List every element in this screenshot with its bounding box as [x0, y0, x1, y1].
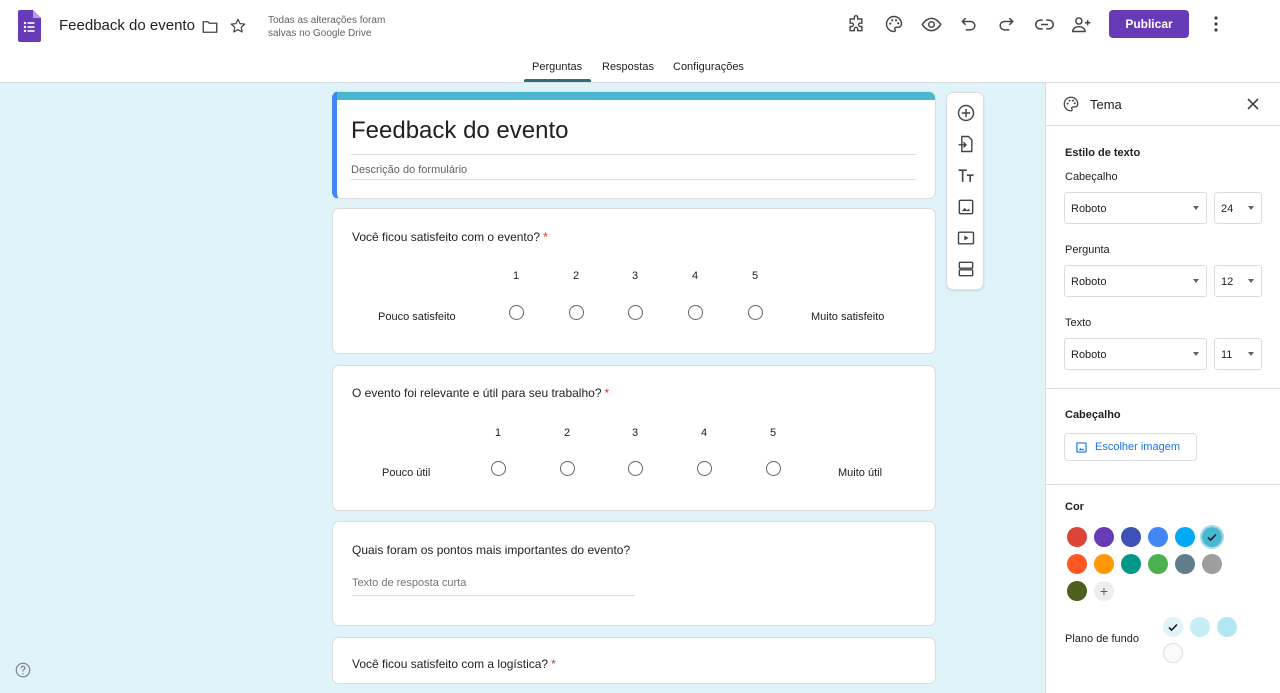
question-title: Você ficou satisfeito com o evento? * [352, 230, 548, 244]
theme-color-band [332, 92, 936, 100]
scale-max-label: Muito útil [838, 467, 883, 479]
select-value: Roboto [1071, 203, 1107, 215]
scale-radio-2[interactable] [560, 461, 575, 476]
question-title: Você ficou satisfeito com a logística? * [352, 657, 556, 671]
star-icon[interactable] [229, 17, 247, 35]
theme-panel [1045, 83, 1280, 693]
color-swatch[interactable] [1121, 554, 1141, 574]
scale-min-label: Pouco satisfeito [378, 311, 456, 323]
scale-number: 2 [563, 427, 571, 439]
background-swatch[interactable] [1163, 617, 1183, 637]
background-swatch[interactable] [1163, 643, 1183, 663]
save-status: Todas as alterações foram salvas no Google Drive [268, 15, 386, 39]
scale-radio-4[interactable] [697, 461, 712, 476]
header-font-select[interactable] [1064, 192, 1207, 224]
tab-perguntas[interactable]: Perguntas [532, 61, 583, 73]
header-font-label: Cabeçalho [1065, 171, 1118, 183]
color-swatch[interactable] [1202, 527, 1222, 547]
color-swatch[interactable] [1121, 527, 1141, 547]
add-collaborator-icon[interactable] [1070, 13, 1092, 35]
scale-number: 2 [572, 270, 580, 282]
color-swatch[interactable] [1094, 527, 1114, 547]
question-title: O evento foi relevante e útil para seu trabalho? * [352, 386, 610, 400]
question-font-select[interactable] [1064, 265, 1207, 297]
add-image-icon[interactable] [956, 197, 976, 217]
question-card-3[interactable] [332, 521, 936, 626]
question-toolbar [946, 92, 984, 290]
text-size-select[interactable] [1214, 338, 1262, 370]
scale-number: 3 [631, 270, 639, 282]
addons-icon[interactable] [845, 13, 867, 35]
scale-number: 4 [691, 270, 699, 282]
image-icon [1076, 442, 1087, 453]
select-value: 12 [1221, 276, 1234, 288]
add-question-icon[interactable] [956, 103, 976, 123]
scale-radio-5[interactable] [748, 305, 763, 320]
import-questions-icon[interactable] [956, 134, 976, 154]
color-swatch[interactable] [1067, 554, 1087, 574]
color-swatch[interactable] [1148, 527, 1168, 547]
color-heading: Cor [1065, 501, 1084, 513]
choose-image-button[interactable] [1064, 433, 1197, 461]
dropdown-arrow-icon [1248, 206, 1254, 210]
color-swatch[interactable] [1067, 581, 1087, 601]
document-title[interactable]: Feedback do evento [59, 17, 195, 34]
question-card-2[interactable] [332, 365, 936, 511]
more-vert-icon[interactable] [1207, 14, 1225, 34]
color-swatch[interactable] [1175, 527, 1195, 547]
active-tab-indicator [524, 79, 591, 82]
add-title-icon[interactable] [956, 166, 976, 186]
scale-radio-1[interactable] [491, 461, 506, 476]
background-swatch[interactable] [1217, 617, 1237, 637]
palette-icon [1062, 95, 1080, 113]
scale-number: 1 [494, 427, 502, 439]
color-swatch[interactable] [1148, 554, 1168, 574]
question-card-1[interactable] [332, 208, 936, 354]
text-font-select[interactable] [1064, 338, 1207, 370]
text-style-heading: Estilo de texto [1065, 147, 1141, 159]
form-description-input[interactable]: Descrição do formulário [351, 164, 468, 176]
dropdown-arrow-icon [1193, 352, 1199, 356]
app-header [0, 0, 1280, 83]
undo-icon[interactable] [958, 13, 980, 35]
divider [1046, 388, 1280, 389]
scale-number: 5 [769, 427, 777, 439]
question-title: Quais foram os pontos mais importantes do evento? [352, 543, 631, 557]
title-underline [351, 154, 916, 155]
folder-icon[interactable] [201, 18, 219, 36]
short-answer-underline [352, 595, 635, 596]
close-icon[interactable] [1245, 96, 1261, 112]
header-size-select[interactable] [1214, 192, 1262, 224]
required-asterisk: * [543, 230, 548, 244]
scale-number: 1 [512, 270, 520, 282]
choose-image-label: Escolher imagem [1095, 441, 1180, 453]
palette-icon[interactable] [883, 13, 905, 35]
required-asterisk: * [604, 386, 610, 400]
redo-icon[interactable] [995, 13, 1017, 35]
scale-number: 3 [631, 427, 639, 439]
scale-radio-3[interactable] [628, 305, 643, 320]
preview-icon[interactable] [920, 13, 942, 35]
scale-radio-2[interactable] [569, 305, 584, 320]
select-value: Roboto [1071, 349, 1107, 361]
select-value: 24 [1221, 203, 1234, 215]
add-video-icon[interactable] [956, 228, 976, 248]
header-image-heading: Cabeçalho [1065, 409, 1121, 421]
form-tabs [0, 55, 1280, 82]
dropdown-arrow-icon [1248, 352, 1254, 356]
scale-number: 5 [751, 270, 759, 282]
scale-radio-5[interactable] [766, 461, 781, 476]
scale-max-label: Muito satisfeito [811, 311, 885, 323]
color-swatch[interactable] [1094, 554, 1114, 574]
dropdown-arrow-icon [1193, 206, 1199, 210]
description-underline [351, 179, 916, 180]
question-card-4[interactable] [332, 637, 936, 684]
color-swatch[interactable] [1067, 527, 1087, 547]
background-swatch[interactable] [1190, 617, 1210, 637]
tab-respostas[interactable]: Respostas [602, 61, 654, 73]
add-section-icon[interactable] [956, 259, 976, 279]
scale-min-label: Pouco útil [382, 467, 431, 479]
forms-logo-icon[interactable] [18, 10, 41, 42]
dropdown-arrow-icon [1193, 279, 1199, 283]
tab-configuracoes[interactable]: Configurações [673, 61, 744, 73]
color-swatch[interactable] [1175, 554, 1195, 574]
divider [1046, 125, 1280, 126]
select-value: Roboto [1071, 276, 1107, 288]
scale-radio-3[interactable] [628, 461, 643, 476]
link-icon[interactable] [1033, 13, 1055, 35]
required-asterisk: * [551, 657, 556, 671]
question-size-select[interactable] [1214, 265, 1262, 297]
form-title[interactable]: Feedback do evento [351, 117, 569, 144]
select-value: 11 [1221, 349, 1233, 361]
dropdown-arrow-icon [1248, 279, 1254, 283]
help-icon[interactable] [14, 661, 32, 679]
scale-radio-4[interactable] [688, 305, 703, 320]
short-answer-placeholder: Texto de resposta curta [352, 577, 467, 589]
form-title-card[interactable] [332, 91, 936, 199]
color-swatch[interactable] [1202, 554, 1222, 574]
panel-title: Tema [1090, 97, 1122, 112]
divider [1046, 484, 1280, 485]
add-color-button[interactable]: + [1094, 581, 1114, 601]
scale-radio-1[interactable] [509, 305, 524, 320]
question-font-label: Pergunta [1065, 244, 1110, 256]
publish-button[interactable]: Publicar [1109, 10, 1189, 38]
scale-number: 4 [700, 427, 708, 439]
text-font-label: Texto [1065, 317, 1092, 329]
background-heading: Plano de fundo [1065, 633, 1140, 645]
